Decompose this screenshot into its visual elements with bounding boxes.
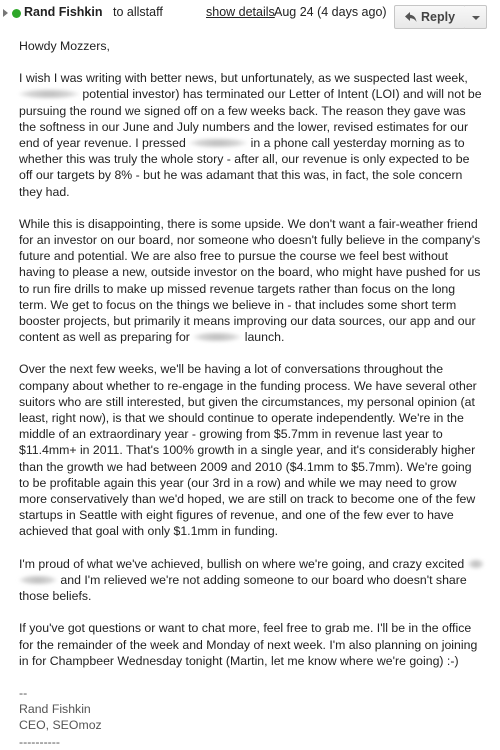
signature-title: CEO, SEOmoz: [19, 718, 102, 733]
sender-name[interactable]: Rand Fishkin: [24, 5, 103, 19]
message-body: [19, 38, 485, 750]
redacted-name: [189, 138, 247, 148]
show-details-link[interactable]: show details: [206, 5, 275, 19]
greeting: Howdy Mozzers,: [19, 39, 110, 53]
recipient-label: to allstaff: [113, 5, 163, 19]
collapse-arrow-icon[interactable]: [3, 9, 8, 17]
message-header: [0, 0, 500, 36]
chevron-down-icon: [472, 16, 480, 20]
reply-label: Reply: [421, 10, 456, 24]
reply-button[interactable]: [394, 5, 466, 29]
message-date: Aug 24 (4 days ago): [274, 5, 387, 19]
signature-rule: ----------: [19, 734, 60, 749]
reply-arrow-icon: [405, 11, 417, 23]
signature: [19, 685, 485, 750]
paragraph-3: Over the next few weeks, we'll be having a lot of conversations throughout the company about whether to re-engage in the funding process. We have several other suitors who are still interested, but given the circumstances, my personal opinion (at least, right now), is that we should continue to operate independently. We're in the middle of an extraordinary year - growing from $5.7mm in revenue last year to $11.4mm+ in 2011. That's 100% growth in a single year, and it's considerably higher than the growth we had between 2009 and 2010 ($4.1mm to $5.7mm). We're going to be profitable again this year (our 3rd in a row) and while we may need to grow more conservatively than we'd hoped, we are still on track to become one of the few startups in Seattle with eight figures of revenue, and one of the few ever to have achieved that goal with only $1.1mm in funding.: [19, 362, 477, 539]
paragraph-2: While this is disappointing, there is some upside. We don't want a fair-weather friend for an investor on our board, nor someone who doesn't fully believe in the company's future and potential. We are also free to pursue the course we feel best without having to please a new, outside investor on the board, who might have pushed for us to run fire drills to make up missed revenue targets rather than focus on the long term. We get to focus on the things we believe in - that includes some short term booster projects, but primarily it means improving our data sources, our app and our content as well as preparing for launch.: [19, 216, 481, 345]
paragraph-1: I wish I was writing with better news, but unfortunately, as we suspected last week, potential investor) has terminated our Letter of Intent (LOI) and will not be pursuing the round we signed off on a few weeks back. The reason they gave was the softness in our June and July numbers and the lower, revised estimates for our end of year revenue. I pressed in a phone call yesterday morning as to whether this was truly the whole story - after all, our revenue is only expected to be off our targets by 8% - but he was adamant that this was, in fact, the sole concern they had.: [19, 71, 482, 199]
signature-dashes: --: [19, 685, 28, 700]
more-actions-button[interactable]: [465, 5, 487, 29]
redacted-name: [19, 89, 79, 99]
signature-name: Rand Fishkin: [19, 702, 91, 717]
redacted-name: [19, 575, 57, 585]
paragraph-4: I'm proud of what we've achieved, bullish on where we're going, and crazy excited and I'm relieved we're not adding someone to our board who doesn't share those beliefs.: [19, 556, 485, 605]
paragraph-5: If you've got questions or want to chat more, feel free to grab me. I'll be in the office for the remainder of the week and Monday of next week. I'm also planning on joining in for Champbeer Wednesday tonight (Martin, let me know where we're going) :-): [19, 621, 478, 668]
redacted-name: [193, 332, 241, 342]
redacted-name: [468, 559, 484, 569]
online-status-icon: [12, 9, 21, 18]
